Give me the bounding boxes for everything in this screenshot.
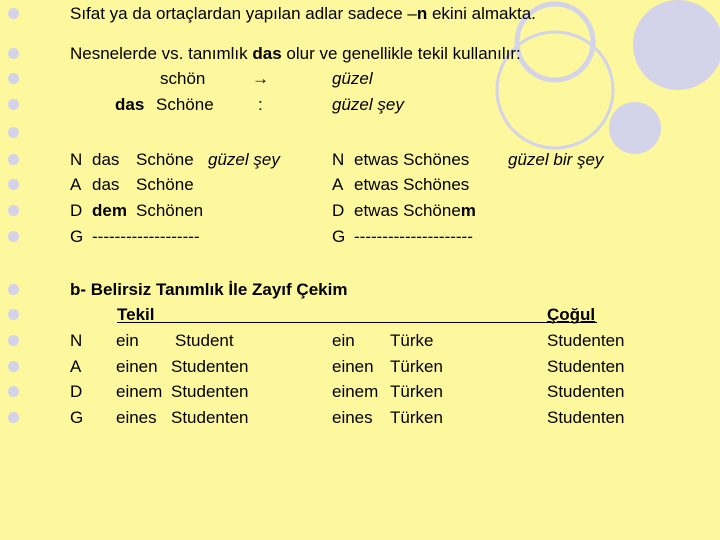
section-b-title: b- Belirsiz Tanımlık İle Zayıf Çekim	[70, 280, 348, 299]
plural-form: Studenten	[547, 408, 625, 427]
col1-noun: Student	[175, 331, 234, 350]
case-label: A	[332, 175, 344, 194]
text-line-2: Nesnelerde vs. tanımlık das olur ve genellikle tekil kullanılır:	[70, 44, 521, 63]
col1-noun: Studenten	[171, 408, 249, 427]
translation-guzel: güzel	[332, 69, 373, 88]
arrow-icon: →	[252, 69, 269, 88]
case-label: G	[70, 227, 84, 246]
case-label: G	[70, 408, 84, 427]
col2-article: einen	[332, 357, 374, 376]
case-label: D	[70, 201, 83, 220]
right-form: etwas Schönes	[354, 175, 470, 194]
bullet-icon	[8, 309, 19, 320]
right-form: etwas Schönem	[354, 201, 476, 220]
col1-noun: Studenten	[171, 382, 249, 401]
bullet-icon	[8, 412, 19, 423]
bullet-icon	[8, 335, 19, 346]
case-label: D	[70, 382, 83, 401]
col1-article: einen	[116, 357, 158, 376]
translation-guzel-sey: güzel şey	[332, 95, 404, 114]
article-das: das	[115, 95, 145, 114]
case-label: N	[70, 331, 83, 350]
colon: :	[258, 95, 263, 114]
col2-article: einem	[332, 382, 379, 401]
col1-noun: Studenten	[171, 357, 249, 376]
bullet-icon	[8, 205, 19, 216]
col2-noun: Türken	[390, 382, 443, 401]
bullet-icon	[8, 361, 19, 372]
plural-form: Studenten	[547, 331, 625, 350]
col2-article: ein	[332, 331, 355, 350]
col2-noun: Türken	[390, 408, 443, 427]
col1-article: ein	[116, 331, 139, 350]
bullet-icon	[8, 386, 19, 397]
header-underline	[117, 322, 597, 323]
left-article: dem	[92, 201, 127, 220]
case-label: A	[70, 357, 82, 376]
plural-label: Çoğul	[547, 305, 596, 324]
case-label: N	[332, 150, 345, 169]
bullet-icon	[8, 284, 19, 295]
plural-form: Studenten	[547, 357, 625, 376]
col2-article: eines	[332, 408, 373, 427]
left-noun: Schöne	[136, 150, 194, 169]
right-dashes: ---------------------	[354, 227, 473, 246]
case-label: D	[332, 201, 345, 220]
col1-article: einem	[116, 382, 163, 401]
bullet-icon	[8, 154, 19, 165]
bullet-icon	[8, 73, 19, 84]
left-article: das	[92, 150, 120, 169]
col1-article: eines	[116, 408, 157, 427]
bullet-icon	[8, 231, 19, 242]
case-label: A	[70, 175, 82, 194]
left-translation: güzel şey	[208, 150, 280, 169]
singular-label: Tekil	[117, 305, 155, 324]
left-dashes: -------------------	[92, 227, 200, 246]
noun-schoene: Schöne	[156, 95, 214, 114]
col2-noun: Türken	[390, 357, 443, 376]
right-form: etwas Schönes	[354, 150, 470, 169]
bullet-icon	[8, 8, 19, 19]
case-label: G	[332, 227, 346, 246]
text-line-1: Sıfat ya da ortaçlardan yapılan adlar sadece –n ekini almakta.	[70, 4, 536, 23]
case-label: N	[70, 150, 83, 169]
left-noun: Schöne	[136, 175, 194, 194]
bullet-icon	[8, 127, 19, 138]
left-noun: Schönen	[136, 201, 204, 220]
col2-noun: Türke	[390, 331, 434, 350]
bullet-icon	[8, 179, 19, 190]
bullet-icon	[8, 48, 19, 59]
adjective-schoen: schön	[160, 69, 206, 88]
bullet-icon	[8, 99, 19, 110]
left-article: das	[92, 175, 120, 194]
plural-form: Studenten	[547, 382, 625, 401]
right-translation: güzel bir şey	[508, 150, 604, 169]
